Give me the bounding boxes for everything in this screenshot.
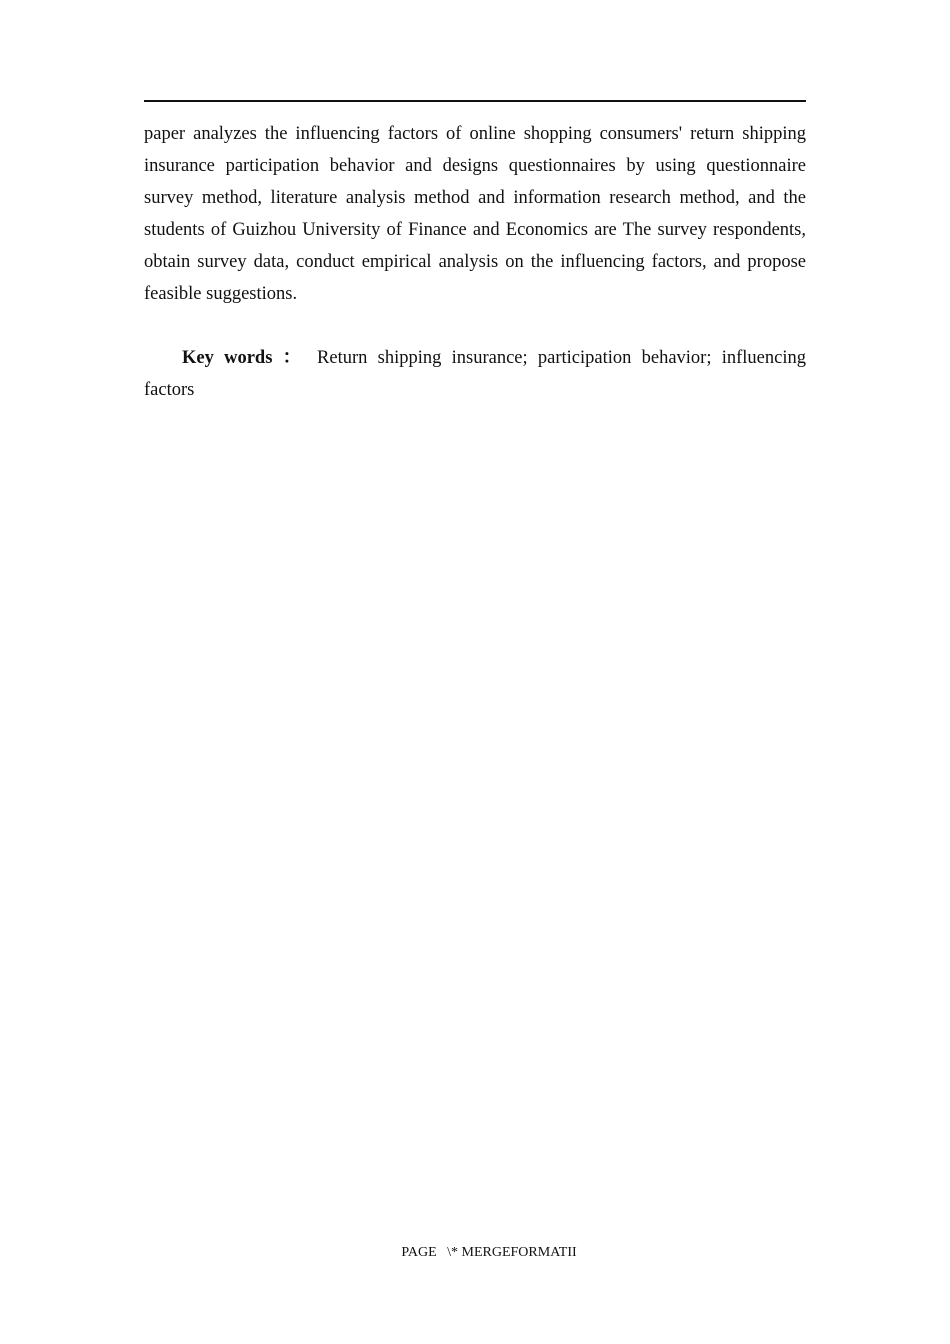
keywords-text: Return shipping insurance; participation behavior; influencing factors bbox=[144, 348, 806, 400]
abstract-paragraph: paper analyzes the influencing factors of online shopping consumers' return shipping insurance participation behavior and designs questionnaires by using questionnaire survey method, literature analysis method and information research method, and the students of Guizhou University of Finance and Economics are The survey respondents, obtain survey data, conduct empirical analysis on the influencing factors, and propose feasible suggestions. bbox=[144, 124, 806, 304]
page-content bbox=[144, 118, 806, 406]
keywords-label: Key words ： bbox=[182, 348, 307, 368]
page-footer: PAGE \* MERGEFORMATII bbox=[401, 1245, 577, 1260]
header-rule bbox=[144, 100, 806, 102]
keywords-paragraph bbox=[144, 342, 806, 406]
